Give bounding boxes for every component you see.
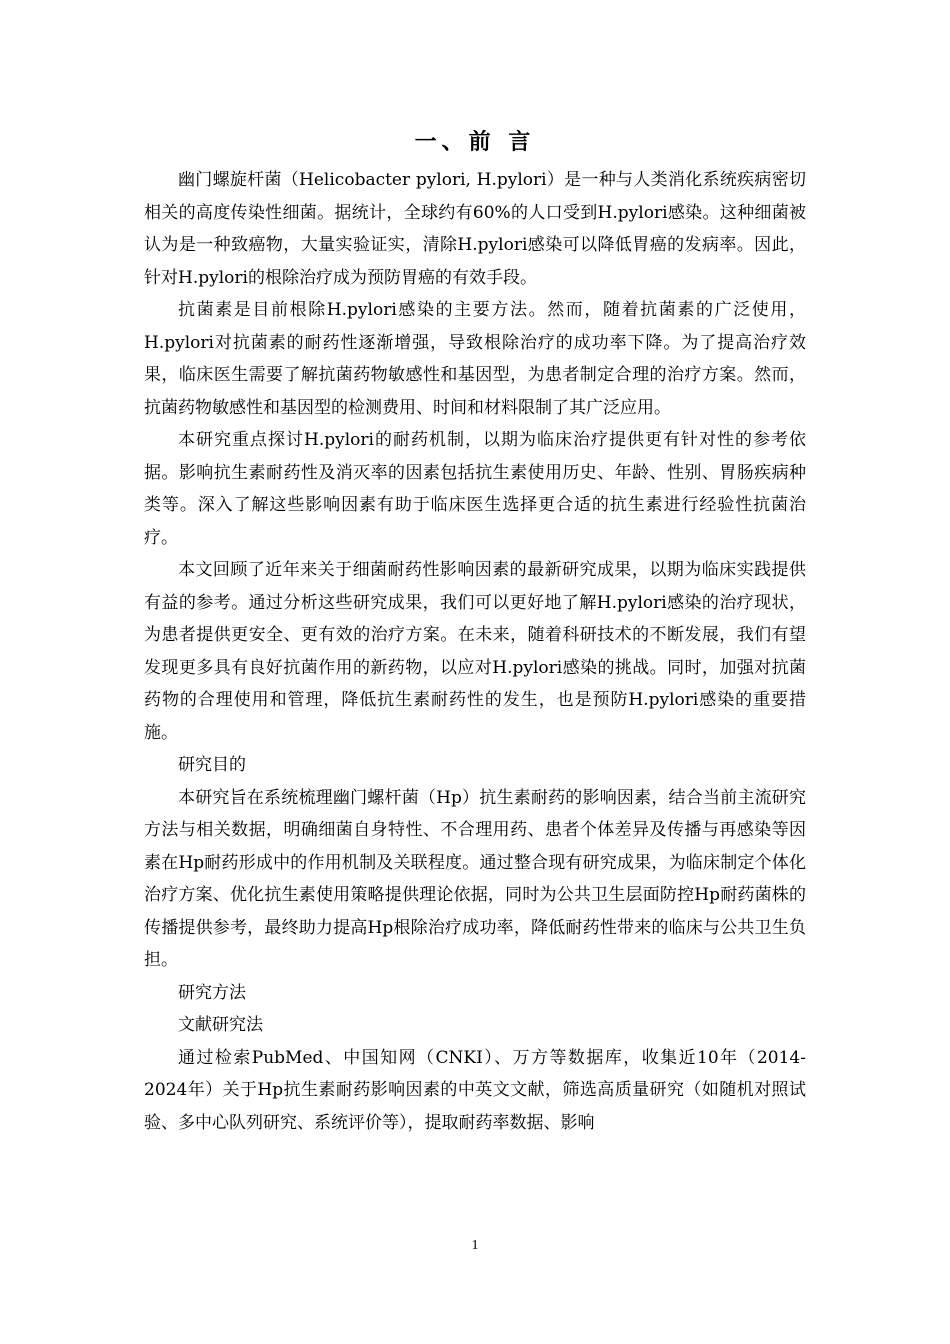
heading-research-purpose: 研究目的 — [178, 755, 246, 775]
heading-literature-method: 文献研究法 — [178, 1015, 263, 1035]
paragraph-literature-method: 通过检索PubMed、中国知网（CNKI）、万方等数据库，收集近10年（2014-2024年）关于Hp抗生素耐药影响因素的中英文文献，筛选高质量研究（如随机对照试验、多中心队列研究、系统评价等），提取耐药率数据、影响 — [144, 1047, 806, 1133]
paragraph-antibiotics: 抗菌素是目前根除H.pylori感染的主要方法。然而，随着抗菌素的广泛使用，H.pylori对抗菌素的耐药性逐渐增强，导致根除治疗的成功率下降。为了提高治疗效果，临床医生需要了解抗菌药物敏感性和基因型，为患者制定合理的治疗方案。然而，抗菌药物敏感性和基因型的检测费用、时间和材料限制了其广泛应用。 — [144, 300, 806, 418]
section-title: 一、前 言 — [414, 130, 536, 155]
body-text — [144, 164, 806, 1139]
paragraph-intro: 幽门螺旋杆菌（Helicobacter pylori, H.pylori）是一种与人类消化系统疾病密切相关的高度传染性细菌。据统计，全球约有60%的人口受到H.pylori感染。这种细菌被认为是一种致癌物，大量实验证实，清除H.pylori感染可以降低胃癌的发病率。因此，针对H.pylori的根除治疗成为预防胃癌的有效手段。 — [144, 170, 806, 288]
page-number: 1 — [471, 1238, 479, 1253]
paragraph-focus: 本研究重点探讨H.pylori的耐药机制，以期为临床治疗提供更有针对性的参考依据。影响抗生素耐药性及消灭率的因素包括抗生素使用历史、年龄、性别、胃肠疾病种类等。深入了解这些影响因素有助于临床医生选择更合适的抗生素进行经验性抗菌治疗。 — [144, 430, 806, 548]
paragraph-research-purpose: 本研究旨在系统梳理幽门螺杆菌（Hp）抗生素耐药的影响因素，结合当前主流研究方法与相关数据，明确细菌自身特性、不合理用药、患者个体差异及传播与再感染等因素在Hp耐药形成中的作用机制及关联程度。通过整合现有研究成果，为临床制定个体化治疗方案、优化抗生素使用策略提供理论依据，同时为公共卫生层面防控Hp耐药菌株的传播提供参考，最终助力提高Hp根除治疗成功率，降低耐药性带来的临床与公共卫生负担。 — [144, 787, 806, 970]
paragraph-review: 本文回顾了近年来关于细菌耐药性影响因素的最新研究成果，以期为临床实践提供有益的参考。通过分析这些研究成果，我们可以更好地了解H.pylori感染的治疗现状，为患者提供更安全、更有效的治疗方案。在未来，随着科研技术的不断发展，我们有望发现更多具有良好抗菌作用的新药物，以应对H.pylori感染的挑战。同时，加强对抗菌药物的合理使用和管理，降低抗生素耐药性的发生，也是预防H.pylori感染的重要措施。 — [144, 560, 806, 743]
heading-research-methods: 研究方法 — [178, 982, 246, 1003]
